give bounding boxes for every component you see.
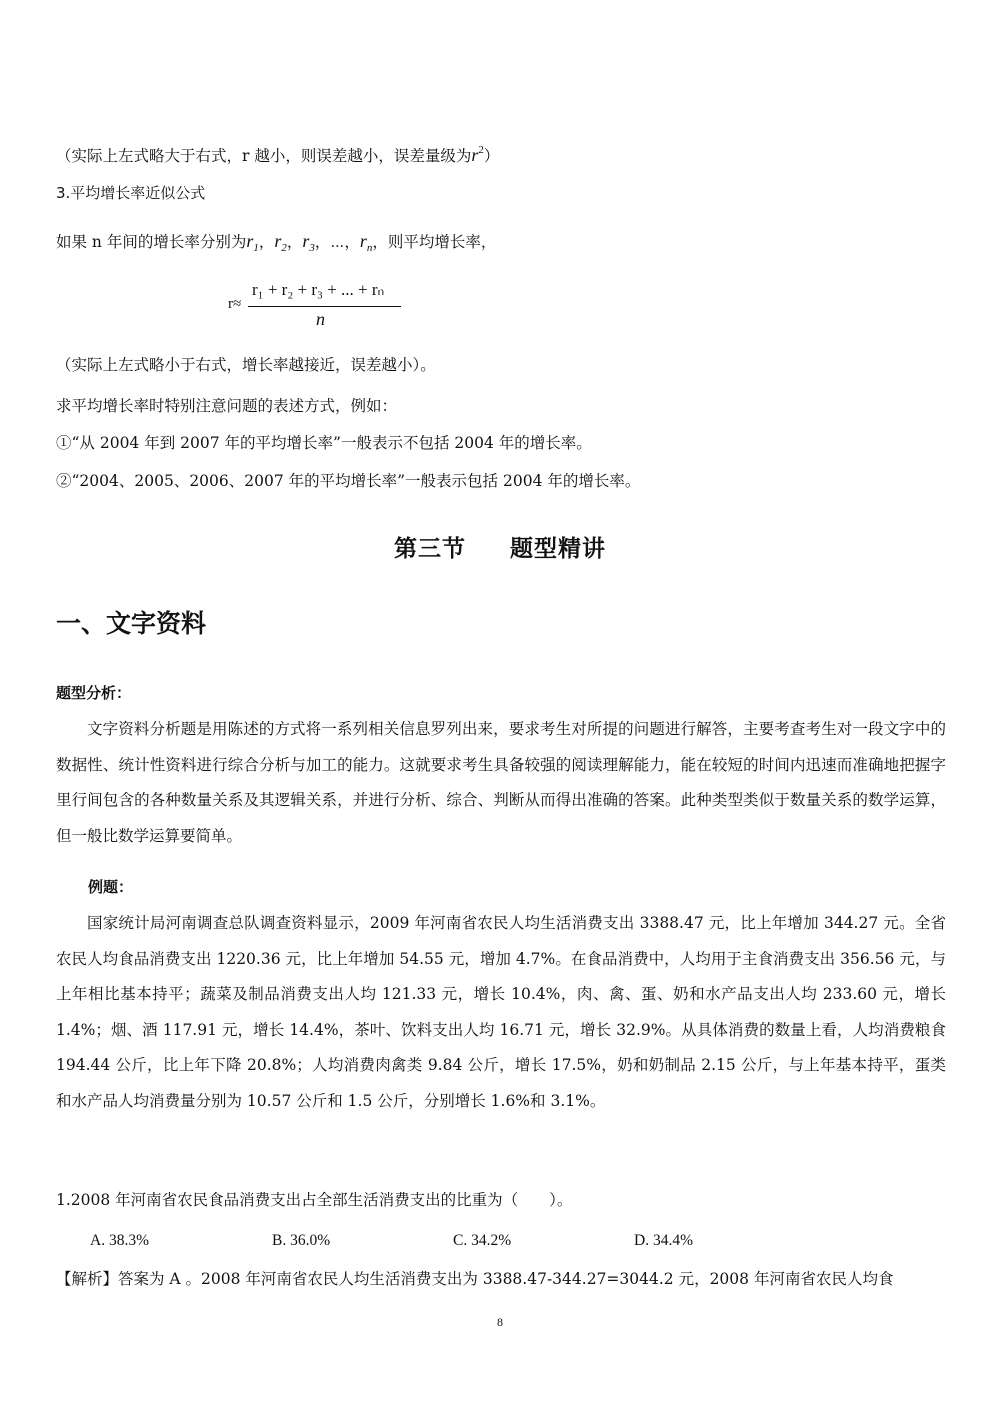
option-a[interactable]: A. 38.3% <box>90 1232 149 1249</box>
sep-1: ， <box>258 233 275 251</box>
sub-2: 2 <box>281 242 287 254</box>
section-title-part1: 第三节 <box>394 536 466 562</box>
growth-line-prefix: 如果 n 年间的增长率分别为 <box>56 233 247 251</box>
section-title <box>0 532 1000 566</box>
question-1: 1.2008 年河南省农民食品消费支出占全部生活消费支出的比重为（ ）。 <box>56 1191 573 1209</box>
growth-rates-line <box>56 230 496 259</box>
example-paragraph: 国家统计局河南调查总队调查资料显示，2009 年河南省农民人均生活消费支出 3388.47 元，比上年增加 344.27 元。全省农民人均食品消费支出 1220.36 元，比上年增加 54.55 元，增加 4.7%。在食品消费中，人均用于主食消费支出 356.56 元，与上年相比基本持平；蔬菜及制品消费支出人均 121.33 元，增长 10.4%，肉、禽、蛋、奶和水产品支出人均 233.60 元，增长 1.4%；烟、酒 117.91 元，增长 14.4%，茶叶、饮料支出人均 16.71 元，增长 32.9%。从具体消费的数量上看，人均消费粮食 194.44 公斤，比上年下降 20.8%；人均消费肉禽类 9.84 公斤，增长 17.5%，奶和奶制品 2.15 公斤，与上年基本持平，蛋类和水产品人均消费量分别为 10.57 公斤和 1.5 公斤，分别增长 1.6%和 3.1%。 <box>56 914 946 1110</box>
option-d[interactable]: D. 34.4% <box>634 1232 693 1249</box>
section-title-part2: 题型精讲 <box>510 536 606 562</box>
fraction-bar <box>248 306 401 307</box>
heading-avg-growth-formula: 3.平均增长率近似公式 <box>56 184 206 202</box>
analysis-label: 题型分析： <box>56 684 132 702</box>
sub-n: n <box>366 242 373 254</box>
var-r3: r <box>302 231 310 251</box>
heading-text-data: 一、文字资料 <box>56 609 207 638</box>
var-r1: r <box>246 231 254 251</box>
option-c[interactable]: C. 34.2% <box>453 1232 512 1249</box>
caution-text: 求平均增长率时特别注意问题的表述方式，例如： <box>56 397 398 415</box>
page-number: 8 <box>497 1315 503 1329</box>
var-r2: r <box>274 231 282 251</box>
sub-3: 3 <box>309 242 315 254</box>
note-error-smaller: （实际上左式略小于右式，增长率越接近，误差越小）。 <box>56 356 436 374</box>
answer-explanation: 【解析】答案为 A 。2008 年河南省农民人均生活消费支出为 3388.47-344.27=3044.2 元，2008 年河南省农民人均食 <box>56 1270 894 1288</box>
var-rn: r <box>359 231 367 251</box>
exponent-2: 2 <box>478 144 484 156</box>
option-b[interactable]: B. 36.0% <box>272 1232 331 1249</box>
formula-approx: r≈ <box>228 296 242 312</box>
example-item-1: ①“从 2004 年到 2007 年的平均增长率”一般表示不包括 2004 年的增长率。 <box>56 434 592 452</box>
formula-numerator: r₁ + r₂ + r₃ + ... + rₙ <box>252 280 385 299</box>
formula-denominator: n <box>316 309 325 329</box>
growth-line-suffix: ，则平均增长率， <box>372 233 497 251</box>
sub-1: 1 <box>253 242 259 254</box>
example-label: 例题： <box>88 878 134 896</box>
ellipsis: ，⋯， <box>314 233 360 251</box>
avg-growth-formula <box>228 280 408 336</box>
note-close-paren: ） <box>483 147 500 165</box>
example-item-2: ②“2004、2005、2006、2007 年的平均增长率”一般表示包括 2004 年的增长率。 <box>56 472 641 490</box>
note-error-larger-text: （实际上左式略大于右式，r 越小，则误差越小，误差量级为 <box>56 147 472 165</box>
note-error-larger <box>56 139 499 167</box>
var-r: r <box>471 145 479 165</box>
sep-2: ， <box>286 233 303 251</box>
analysis-paragraph: 文字资料分析题是用陈述的方式将一系列相关信息罗列出来，要求考生对所提的问题进行解答，主要考查考生对一段文字中的数据性、统计性资料进行综合分析与加工的能力。这就要求考生具备较强的阅读理解能力，能在较短的时间内迅速而准确地把握字里行间包含的各种数量关系及其逻辑关系，并进行分析、综合、判断从而得出准确的答案。此种类型类似于数量关系的数学运算，但一般比数学运算要简单。 <box>56 720 946 845</box>
